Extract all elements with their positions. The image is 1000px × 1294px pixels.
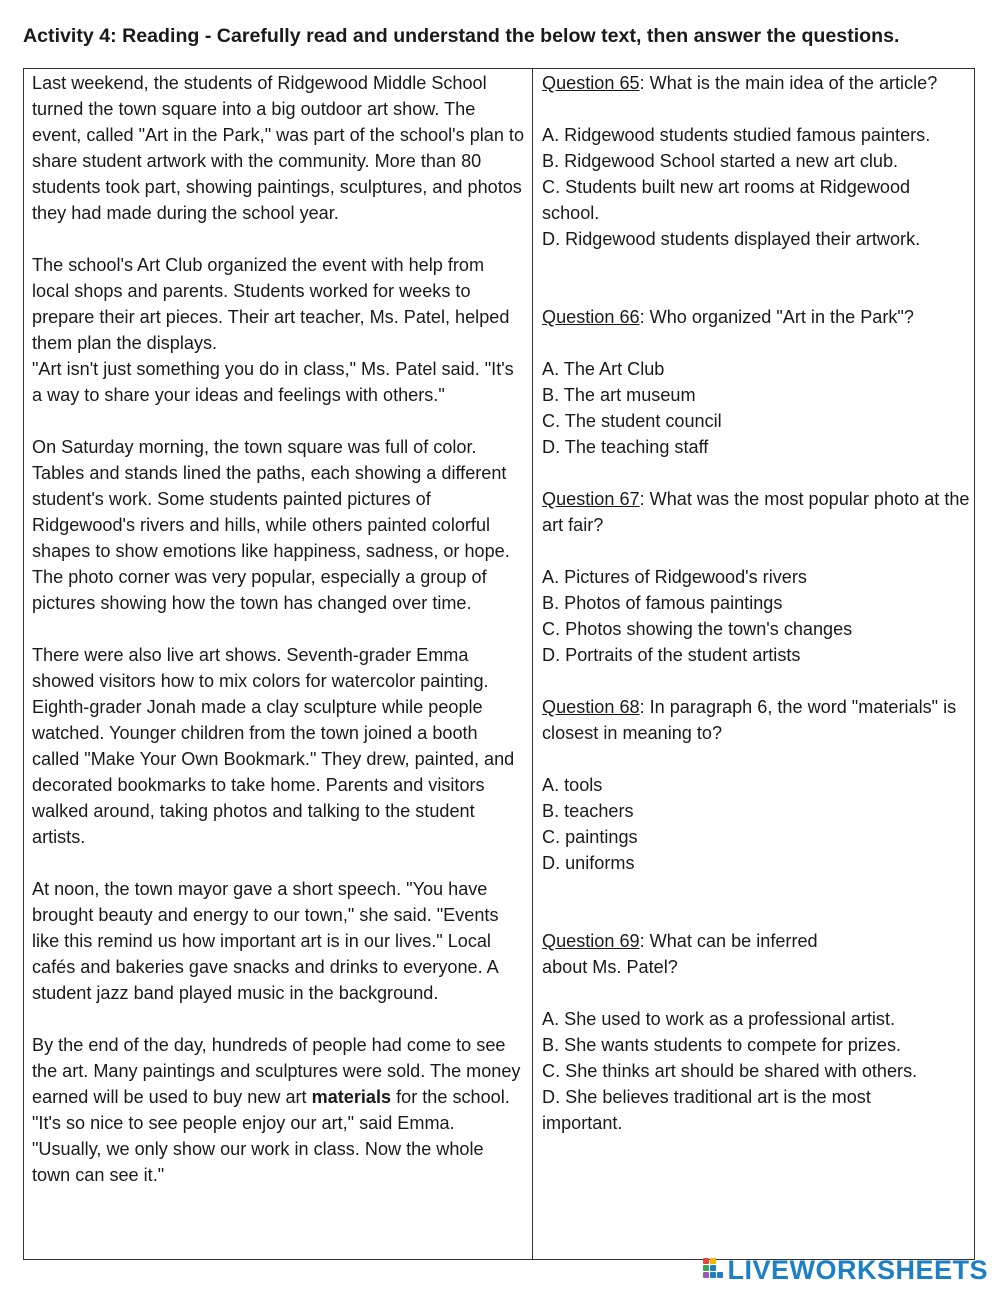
- question-66-option-b[interactable]: B. The art museum: [542, 385, 696, 405]
- article-paragraph-1: Last weekend, the students of Ridgewood Middle School turned the town square into a big outdoor art show. The event, called "Art in the Park," was part of the school's plan to share student artwork with the community. More than 80 students took part, showing paintings, sculptures, and photos they had made during the school year.: [32, 73, 525, 223]
- question-69: [542, 928, 970, 1136]
- questions-column: [533, 69, 974, 1259]
- question-67-option-b[interactable]: B. Photos of famous paintings: [542, 593, 783, 613]
- question-66-prompt: [542, 304, 970, 330]
- activity-title: Activity 4: Reading - Carefully read and understand the below text, then answer the questions.: [23, 25, 900, 47]
- article-quote-patel: "Art isn't just something you do in class," Ms. Patel said. "It's a way to share your ideas and feelings with others.": [32, 359, 514, 405]
- question-68-option-b[interactable]: B. teachers: [542, 801, 634, 821]
- question-67-text: : What was the most popular photo at the art fair?: [542, 489, 970, 535]
- question-66-option-c[interactable]: C. The student council: [542, 411, 722, 431]
- liveworksheets-logo[interactable]: [703, 1255, 988, 1285]
- question-68-option-a[interactable]: A. tools: [542, 775, 603, 795]
- question-69-prompt: [542, 928, 852, 980]
- reading-table: [23, 68, 975, 1260]
- question-68-label: Question 68: [542, 697, 640, 717]
- question-65-option-d[interactable]: D. Ridgewood students displayed their artwork.: [542, 229, 921, 249]
- question-66-option-d[interactable]: D. The teaching staff: [542, 437, 709, 457]
- question-66: [542, 304, 970, 460]
- p6-text-before: By the end of the day, hundreds of people had come to see the art. Many paintings and sculptures were sold. The money earned will be used to buy new art: [32, 1035, 521, 1107]
- question-65-option-b[interactable]: B. Ridgewood School started a new art club.: [542, 151, 899, 171]
- question-65-text: : What is the main idea of the article?: [639, 73, 938, 93]
- question-65-label: Question 65: [542, 73, 640, 93]
- question-69-option-d[interactable]: D. She believes traditional art is the most important.: [542, 1087, 871, 1133]
- question-66-label: Question 66: [542, 307, 640, 327]
- question-65: [542, 70, 970, 252]
- question-68-option-d[interactable]: D. uniforms: [542, 853, 635, 873]
- question-67-prompt: [542, 486, 970, 538]
- article-paragraph-6: [32, 1032, 526, 1188]
- article-column: [24, 69, 533, 1259]
- article-paragraph-2: The school's Art Club organized the event with help from local shops and parents. Students worked for weeks to prepare their art pieces. Their art teacher, Ms. Patel, helped them plan the displays.: [32, 255, 510, 353]
- liveworksheets-logo-icon: [703, 1258, 723, 1282]
- question-67-option-c[interactable]: C. Photos showing the town's changes: [542, 619, 853, 639]
- question-69-option-c[interactable]: C. She thinks art should be shared with others.: [542, 1061, 918, 1081]
- question-69-label: Question 69: [542, 931, 640, 951]
- question-67-label: Question 67: [542, 489, 640, 509]
- question-68-text: : In paragraph 6, the word "materials" is closest in meaning to?: [542, 697, 957, 743]
- question-66-option-a[interactable]: A. The Art Club: [542, 359, 665, 379]
- question-68-prompt: [542, 694, 970, 746]
- question-65-option-c[interactable]: C. Students built new art rooms at Ridgewood school.: [542, 177, 911, 223]
- question-69-option-a[interactable]: A. She used to work as a professional artist.: [542, 1009, 896, 1029]
- question-68-option-c[interactable]: C. paintings: [542, 827, 638, 847]
- question-69-text: : What can be inferred about Ms. Patel?: [542, 931, 818, 977]
- article-paragraph-5: At noon, the town mayor gave a short speech. "You have brought beauty and energy to our town," she said. "Events like this remind us how important art is in our lives." Local cafés and bakeries gave snacks and drinks to everyone. A student jazz band played music in the background.: [32, 879, 499, 1003]
- article-paragraph-4: There were also live art shows. Seventh-grader Emma showed visitors how to mix colors for watercolor painting. Eighth-grader Jonah made a clay sculpture while people watched. Younger children from the town joined a booth called "Make Your Own Bookmark." They drew, painted, and decorated bookmarks to take home. Parents and visitors walked around, taking photos and talking to the student artists.: [32, 645, 515, 847]
- question-67: [542, 486, 970, 668]
- liveworksheets-logo-text: LIVEWORKSHEETS: [727, 1254, 988, 1285]
- question-67-option-a[interactable]: A. Pictures of Ridgewood's rivers: [542, 567, 807, 587]
- article-paragraph-3: On Saturday morning, the town square was full of color. Tables and stands lined the paths, each showing a different student's work. Some students painted pictures of Ridgewood's rivers and hills, while others painted colorful shapes to show emotions like happiness, sadness, or hope. The photo corner was very popular, especially a group of pictures showing how the town has changed over time.: [32, 437, 510, 613]
- question-66-text: : Who organized "Art in the Park"?: [639, 307, 914, 327]
- question-65-option-a[interactable]: A. Ridgewood students studied famous painters.: [542, 125, 931, 145]
- highlighted-word-materials: materials: [311, 1087, 392, 1107]
- p6-text-after: for the school. "It's so nice to see people enjoy our art," said Emma. "Usually, we only show our work in class. Now the whole town can see it.": [32, 1087, 510, 1185]
- question-69-option-b[interactable]: B. She wants students to compete for prizes.: [542, 1035, 902, 1055]
- question-65-prompt: [542, 70, 970, 96]
- question-67-option-d[interactable]: D. Portraits of the student artists: [542, 645, 801, 665]
- question-68: [542, 694, 970, 876]
